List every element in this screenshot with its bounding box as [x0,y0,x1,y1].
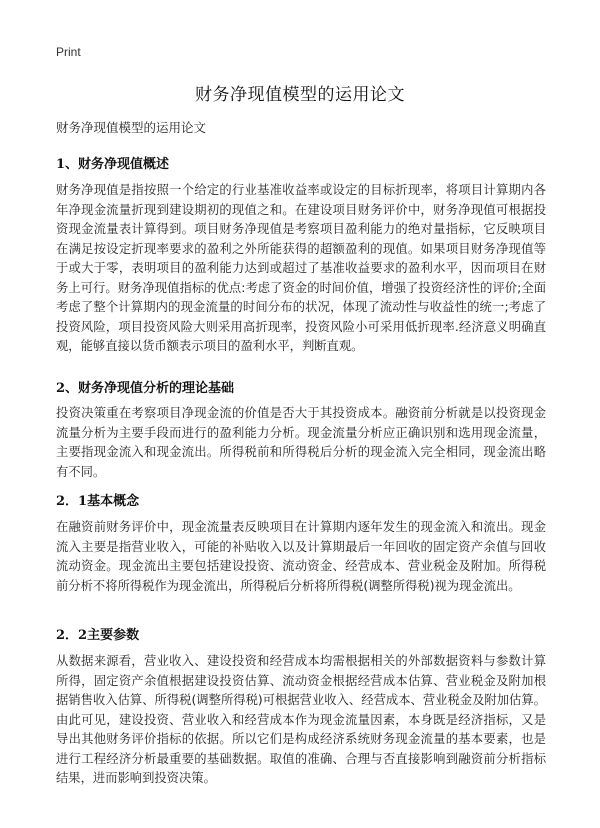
section-heading-2-1: 2．1基本概念 [56,494,140,509]
document-subtitle: 财务净现值模型的运用论文 [56,120,207,135]
section-body-2-1: 在融资前财务评价中，现金流量表反映项目在计算期内逐年发生的现金流入和流出。现金流入主要是指营业收入，可能的补贴收入以及计算期最后一年回收的固定资产余值与回收流动资金。现金流出主要包括建设投资、流动资金、经营成本、营业税金及附加。所得税前分析不将所得税作为现金流出，所得税后分析将所得税(调整所得税)视为现金流出。 [56,520,546,593]
section-heading-2: 2、财务净现值分析的理论基础 [56,381,235,396]
section-body-1: 财务净现值是指按照一个给定的行业基准收益率或设定的目标折现率，将项目计算期内各年净现金流量折现到建设期初的现值之和。在建设项目财务评价中，财务净现值可根据投资现金流量表计算得到。项目财务净现值是考察项目盈利能力的绝对量指标，它反映项目在满足按设定折现率要求的盈利之外所能获得的超额盈利的现值。如果项目财务净现值等于或大于零，表明项目的盈利能力达到或超过了基准收益要求的盈利水平，因而项目在财务上可行。财务净现值指标的优点:考虑了资金的时间价值，增强了投资经济性的评价;全面考虑了整个计算期内的现金流量的时间分布的状况，体现了流动性与收益性的统一;考虑了投资风险，项目投资风险大则采用高折现率，投资风险小可采用低折现率.经济意义明确直观，能够直接以货币额表示项目的盈利水平，判断直观。 [56,183,546,353]
print-link[interactable]: Print [56,45,81,59]
section-body-2: 投资决策重在考察项目净现金流的价值是否大于其投资成本。融资前分析就是以投资现金流量分析为主要手段而进行的盈利能力分析。现金流量分析应正确识别和选用现金流量，主要指现金流入和现金流出。所得税前和所得税后分析的现金流入完全相同，现金流出略有不同。 [56,406,546,479]
section-heading-2-2: 2．2主要参数 [56,628,140,643]
page-title: 财务净现值模型的运用论文 [195,85,405,105]
section-heading-1: 1、财务净现值概述 [56,157,170,172]
section-body-2-2: 从数据来源看，营业收入、建设投资和经营成本均需根据相关的外部数据资料与参数计算所得，固定资产余值根据建设投资估算、流动资金根据经营成本估算、营业税金及附加根据销售收入估算、所得税(调整所得税)可根据营业收入、经营成本、营业税金及附加估算。由此可见，建设投资、营业收入和经营成本作为现金流量因素，本身既是经济指标，又是导出其他财务评价指标的依据。所以它们是构成经济系统财务现金流量的基本要素，也是进行工程经济分析最重要的基础数据。取值的准确、合理与否直接影响到融资前分析指标结果，进而影响到投资决策。 [56,654,546,785]
